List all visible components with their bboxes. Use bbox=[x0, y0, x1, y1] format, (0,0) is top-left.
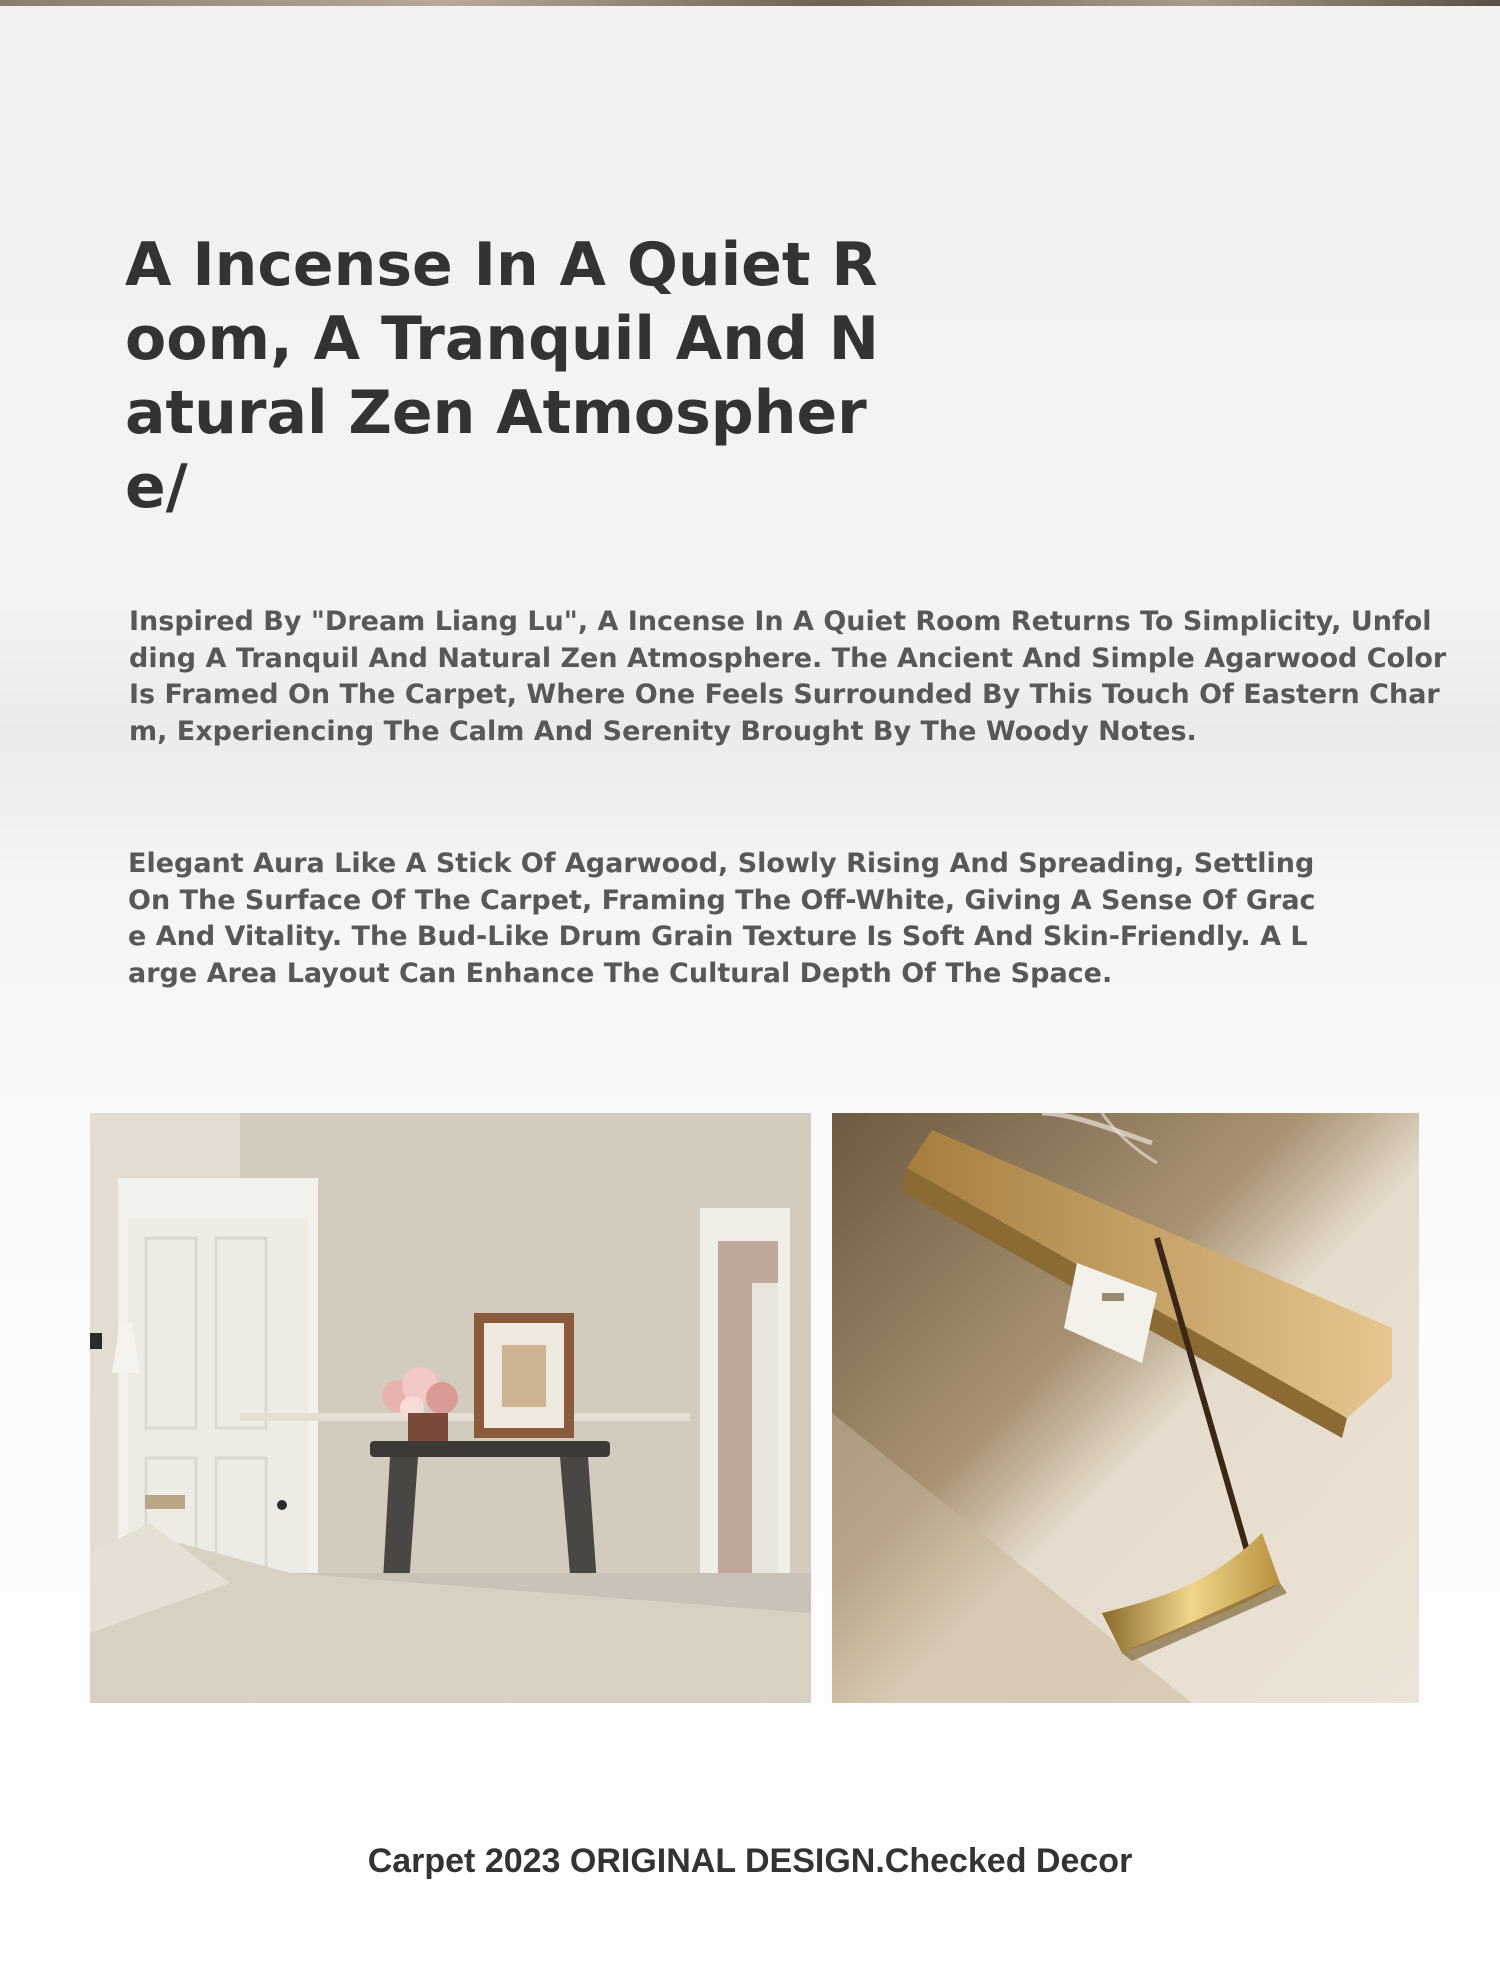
page-title: A Incense In A Quiet Room, A Tranquil And Natural Zen Atmosphere/ bbox=[125, 230, 879, 522]
top-photo-edge bbox=[0, 0, 1500, 6]
bedroom-photo bbox=[90, 1113, 811, 1703]
incense-photo bbox=[832, 1113, 1419, 1703]
description-paragraph-2: Elegant Aura Like A Stick Of Agarwood, Slowly Rising And Spreading, Settling On The Surface Of The Carpet, Framing The Off-White, Giving A Sense Of Grace And Vitality. The Bud-Like Drum Grain Texture Is Soft And Skin-Friendly. A Large Area Layout Can Enhance The Cultural Depth Of The Space. bbox=[128, 848, 1316, 989]
description-paragraph-1: Inspired By "Dream Liang Lu", A Incense In A Quiet Room Returns To Simplicity, Unfolding A Tranquil And Natural Zen Atmosphere. The Ancient And Simple Agarwood Color Is Framed On The Carpet, Where One Feels Surrounded By This Touch Of Eastern Charm, Experiencing The Calm And Serenity Brought By The Woody Notes. bbox=[129, 606, 1447, 747]
footer-credit: Carpet 2023 ORIGINAL DESIGN.Checked Decor bbox=[367, 1842, 1133, 1880]
